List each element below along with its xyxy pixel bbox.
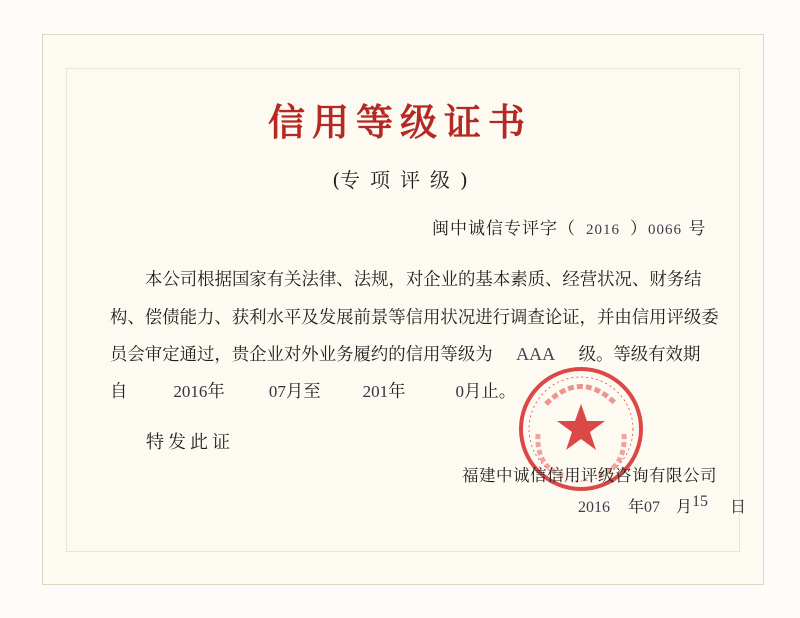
valid-year-label-2: 年: [388, 382, 406, 402]
subtitle-open-paren: (: [332, 168, 340, 192]
special-issue-text: 特发此证: [146, 432, 234, 453]
subtitle-close-paren: ): [460, 168, 468, 192]
certno-prefix: 闽中诚信专评字（: [432, 219, 576, 239]
issue-month: 07: [644, 499, 661, 516]
body-line-3-after: 级。等级有效期: [578, 345, 701, 365]
valid-to-year: 201: [362, 382, 389, 401]
body-line-3-before: 员会审定通过，贵企业对外业务履约的信用等级为: [110, 345, 493, 365]
valid-from-label: 自: [110, 382, 128, 402]
certno-serial: 0066: [648, 222, 682, 238]
valid-from-year: 2016: [173, 382, 208, 401]
validity-period: [110, 377, 516, 402]
body-line-3: [110, 340, 700, 365]
valid-from-month: 07: [268, 382, 286, 401]
valid-to-month: 0: [455, 382, 465, 401]
certificate-number: [432, 214, 706, 239]
certno-year: 2016: [586, 222, 620, 238]
issue-month-label: 月: [676, 497, 693, 516]
issue-year: 2016: [578, 499, 610, 516]
issuing-company: 福建中诚信信用评级咨询有限公司: [462, 466, 717, 485]
issue-year-label: 年: [628, 497, 645, 516]
issue-day-label: 日: [730, 497, 747, 516]
seal-star-icon: [557, 404, 605, 450]
valid-until-label: 月至: [285, 382, 321, 402]
credit-grade: AAA: [516, 344, 556, 364]
certificate-subtitle: [0, 164, 800, 193]
valid-end-label: 月止。: [464, 382, 517, 402]
certno-suffix: 号: [688, 219, 707, 239]
certno-close: ）: [630, 219, 648, 239]
subtitle-text: 专项评级: [340, 168, 460, 192]
body-line-2: 构、偿债能力、获利水平及发展前景等信用状况进行调查论证，并由信用评级委: [110, 308, 719, 328]
issue-day: 15: [692, 493, 709, 510]
issue-date: [578, 494, 746, 517]
valid-year-label-1: 年: [207, 382, 225, 402]
certificate-title: 信用等级证书: [268, 101, 532, 144]
body-line-1: 本公司根据国家有关法律、法规，对企业的基本素质、经营状况、财务结: [145, 270, 702, 290]
